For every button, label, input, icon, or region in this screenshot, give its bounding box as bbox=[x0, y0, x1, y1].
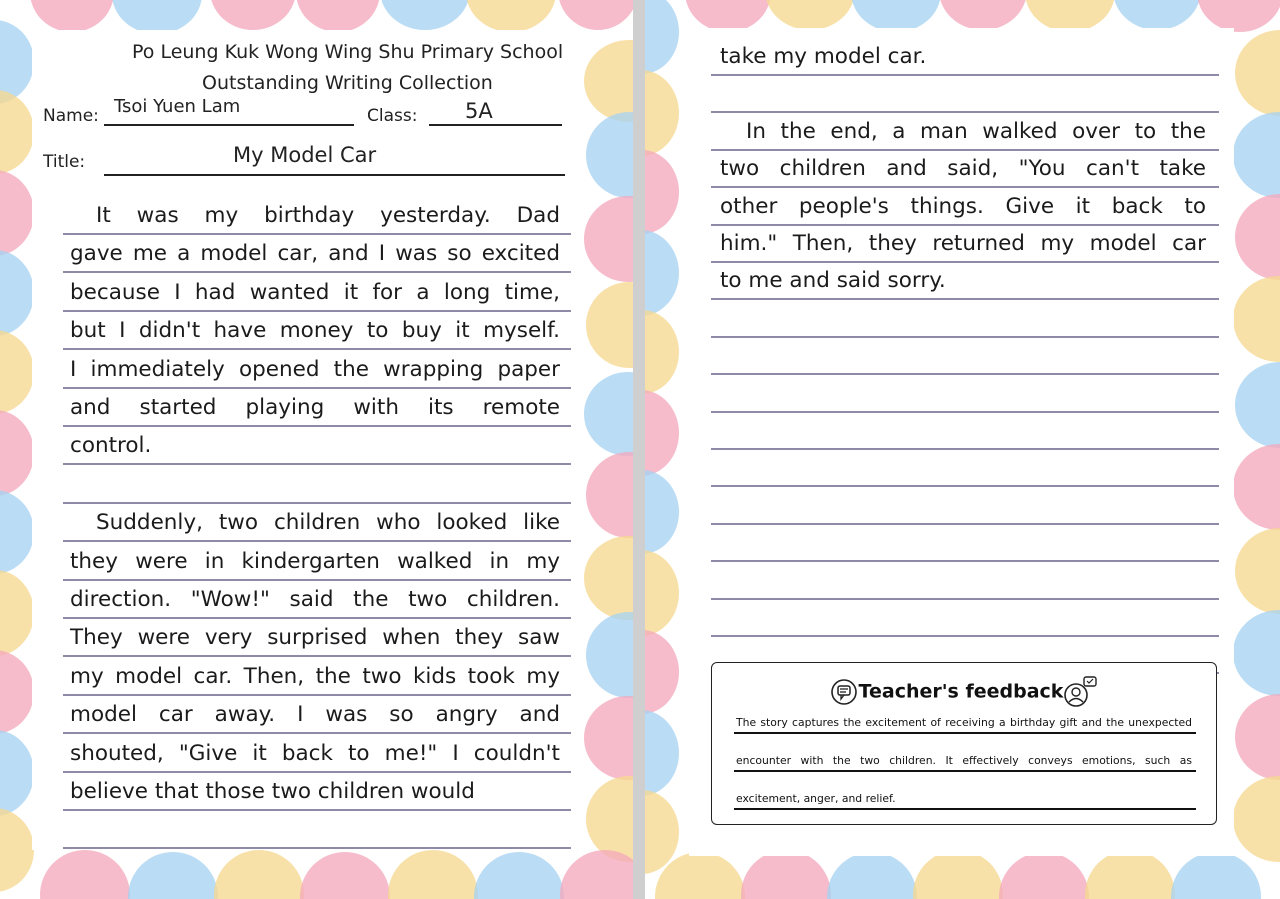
border-dot bbox=[128, 852, 218, 899]
name-value: Tsoi Yuen Lam bbox=[114, 96, 241, 117]
ruled-line bbox=[63, 348, 571, 350]
border-dot bbox=[645, 230, 679, 316]
border-dot bbox=[380, 0, 470, 30]
essay-title: My Model Car bbox=[233, 143, 377, 167]
class-value: 5A bbox=[465, 99, 493, 123]
border-dot bbox=[584, 40, 633, 122]
ruled-line bbox=[711, 560, 1219, 562]
class-underline bbox=[429, 124, 562, 126]
border-dot bbox=[210, 0, 296, 30]
border-dot bbox=[1085, 850, 1175, 899]
border-dot bbox=[741, 850, 831, 899]
right-page bbox=[645, 0, 1280, 899]
ruled-line bbox=[63, 579, 571, 581]
border-dot bbox=[1235, 194, 1280, 280]
border-dot bbox=[584, 696, 633, 780]
border-dot bbox=[586, 776, 633, 862]
border-dot bbox=[40, 850, 130, 899]
ruled-line bbox=[711, 261, 1219, 263]
border-dot bbox=[1233, 444, 1280, 530]
border-dot bbox=[0, 650, 34, 734]
name-underline bbox=[104, 124, 354, 126]
border-dot bbox=[645, 0, 679, 74]
ruled-line bbox=[711, 523, 1219, 525]
essay-line: other people's things. Give it back to bbox=[720, 193, 1206, 219]
border-dot bbox=[645, 470, 679, 554]
ruled-line bbox=[63, 310, 571, 312]
feedback-header bbox=[712, 675, 1216, 709]
border-dot bbox=[0, 250, 34, 336]
essay-line: They were very surprised when they saw bbox=[70, 625, 560, 651]
left-page bbox=[0, 0, 633, 899]
title-label: Title: bbox=[43, 152, 86, 172]
feedback-rule bbox=[734, 808, 1196, 810]
essay-line: shouted, "Give it back to me!" I couldn't bbox=[70, 740, 560, 766]
ruled-line bbox=[63, 233, 571, 235]
collection-title: Outstanding Writing Collection bbox=[202, 72, 493, 94]
border-dot bbox=[1235, 528, 1280, 614]
ruled-line bbox=[711, 74, 1219, 76]
border-dot bbox=[0, 570, 34, 656]
essay-line: but I didn't have money to buy it myself. bbox=[70, 318, 560, 344]
border-dot bbox=[296, 0, 380, 32]
feedback-rule bbox=[734, 732, 1196, 734]
essay-line: take my model car. bbox=[720, 44, 927, 69]
page-gutter bbox=[633, 0, 645, 899]
feedback-rule bbox=[734, 770, 1196, 772]
border-dot bbox=[1235, 362, 1280, 448]
border-dot bbox=[1233, 276, 1280, 362]
ruled-line bbox=[63, 732, 571, 734]
border-dot bbox=[645, 710, 679, 796]
border-dot bbox=[0, 490, 34, 574]
border-dot bbox=[0, 808, 34, 892]
border-dot bbox=[1235, 30, 1280, 116]
border-dot bbox=[1171, 852, 1261, 899]
border-dot bbox=[112, 0, 202, 34]
border-dot bbox=[214, 850, 304, 899]
border-dot bbox=[0, 170, 34, 256]
border-dot bbox=[558, 0, 633, 30]
border-dot bbox=[466, 0, 556, 32]
ruled-line bbox=[63, 771, 571, 773]
feedback-line: The story captures the excitement of receiving a birthday gift and the unexpected bbox=[736, 716, 1192, 729]
school-name: Po Leung Kuk Wong Wing Shu Primary School bbox=[132, 41, 564, 63]
border-dot bbox=[560, 850, 633, 899]
ruled-line bbox=[711, 149, 1219, 151]
border-dot bbox=[586, 452, 633, 538]
essay-line: direction. "Wow!" said the two children. bbox=[70, 587, 560, 612]
border-dot bbox=[474, 852, 564, 899]
border-dot bbox=[645, 310, 679, 394]
border-dot bbox=[1233, 776, 1280, 862]
border-dot bbox=[999, 852, 1089, 899]
border-dot bbox=[1233, 112, 1280, 198]
border-dot bbox=[0, 730, 34, 816]
border-dot bbox=[1113, 0, 1201, 30]
title-underline bbox=[104, 174, 565, 176]
ruled-line bbox=[711, 224, 1219, 226]
border-dot bbox=[300, 852, 390, 899]
essay-line: and started playing with its remote bbox=[70, 395, 560, 420]
essay-line: my model car. Then, the two kids took my bbox=[70, 663, 560, 689]
ruled-line bbox=[711, 598, 1219, 600]
ruled-line bbox=[711, 186, 1219, 188]
ruled-line bbox=[711, 373, 1219, 375]
border-dot bbox=[827, 852, 917, 899]
feedback-title: Teacher's feedback bbox=[858, 680, 1064, 703]
ruled-line bbox=[63, 387, 571, 389]
ruled-line bbox=[63, 655, 571, 657]
ruled-line bbox=[711, 111, 1219, 113]
ruled-line bbox=[711, 635, 1219, 637]
essay-line: two children and said, "You can't take bbox=[720, 156, 1206, 182]
border-dot bbox=[584, 196, 633, 282]
border-dot bbox=[645, 70, 679, 156]
essay-line: they were in kindergarten walked in my bbox=[70, 548, 560, 574]
ruled-line bbox=[711, 485, 1219, 487]
border-dot bbox=[645, 630, 679, 714]
border-dot bbox=[30, 0, 114, 32]
ruled-line bbox=[711, 411, 1219, 413]
essay-line: Suddenly, two children who looked like bbox=[96, 510, 560, 536]
feedback-line: excitement, anger, and relief. bbox=[736, 792, 896, 805]
border-dot bbox=[765, 0, 855, 30]
feedback-line: encounter with the two children. It effectively conveys emotions, such as bbox=[736, 754, 1192, 767]
ruled-line bbox=[63, 425, 571, 427]
ruled-line bbox=[63, 271, 571, 273]
border-dot bbox=[388, 850, 478, 899]
border-dot bbox=[939, 0, 1027, 30]
border-dot bbox=[645, 390, 679, 476]
border-dot bbox=[584, 536, 633, 620]
chat-bubble-icon bbox=[829, 681, 859, 703]
ruled-line bbox=[63, 809, 571, 811]
person-message-icon bbox=[1063, 681, 1099, 703]
border-dot bbox=[913, 850, 1003, 899]
essay-line: In the end, a man walked over to the bbox=[746, 118, 1206, 144]
ruled-line bbox=[63, 502, 571, 504]
ruled-line bbox=[63, 847, 571, 849]
border-dot bbox=[0, 410, 34, 496]
essay-line: gave me a model car, and I was so excited bbox=[70, 241, 560, 267]
border-dot bbox=[1235, 694, 1280, 780]
essay-line: believe that those two children would bbox=[70, 779, 475, 804]
essay-line: to me and said sorry. bbox=[720, 268, 946, 294]
ruled-line bbox=[63, 617, 571, 619]
border-dot bbox=[0, 330, 34, 414]
border-dot bbox=[0, 90, 34, 174]
essay-line: model car away. I was so angry and bbox=[70, 702, 560, 728]
ruled-line bbox=[63, 463, 571, 465]
border-dot bbox=[645, 150, 679, 234]
essay-line: because I had wanted it for a long time, bbox=[70, 279, 560, 305]
teacher-feedback-box bbox=[711, 662, 1217, 825]
border-dot bbox=[645, 550, 679, 636]
border-dot bbox=[586, 612, 633, 698]
ruled-line bbox=[711, 298, 1219, 300]
name-label: Name: bbox=[43, 106, 99, 126]
essay-line: him." Then, they returned my model car bbox=[720, 231, 1206, 256]
border-dot bbox=[586, 112, 633, 198]
essay-line: control. bbox=[70, 433, 152, 459]
essay-line: I immediately opened the wrapping paper bbox=[70, 356, 560, 382]
border-dot bbox=[586, 282, 633, 368]
ruled-line bbox=[711, 448, 1219, 450]
ruled-line bbox=[711, 336, 1219, 338]
ruled-line bbox=[63, 694, 571, 696]
border-dot bbox=[584, 372, 633, 456]
border-dot bbox=[1233, 610, 1280, 696]
class-label: Class: bbox=[367, 106, 418, 126]
ruled-line bbox=[63, 540, 571, 542]
essay-line: It was my birthday yesterday. Dad bbox=[96, 203, 560, 228]
